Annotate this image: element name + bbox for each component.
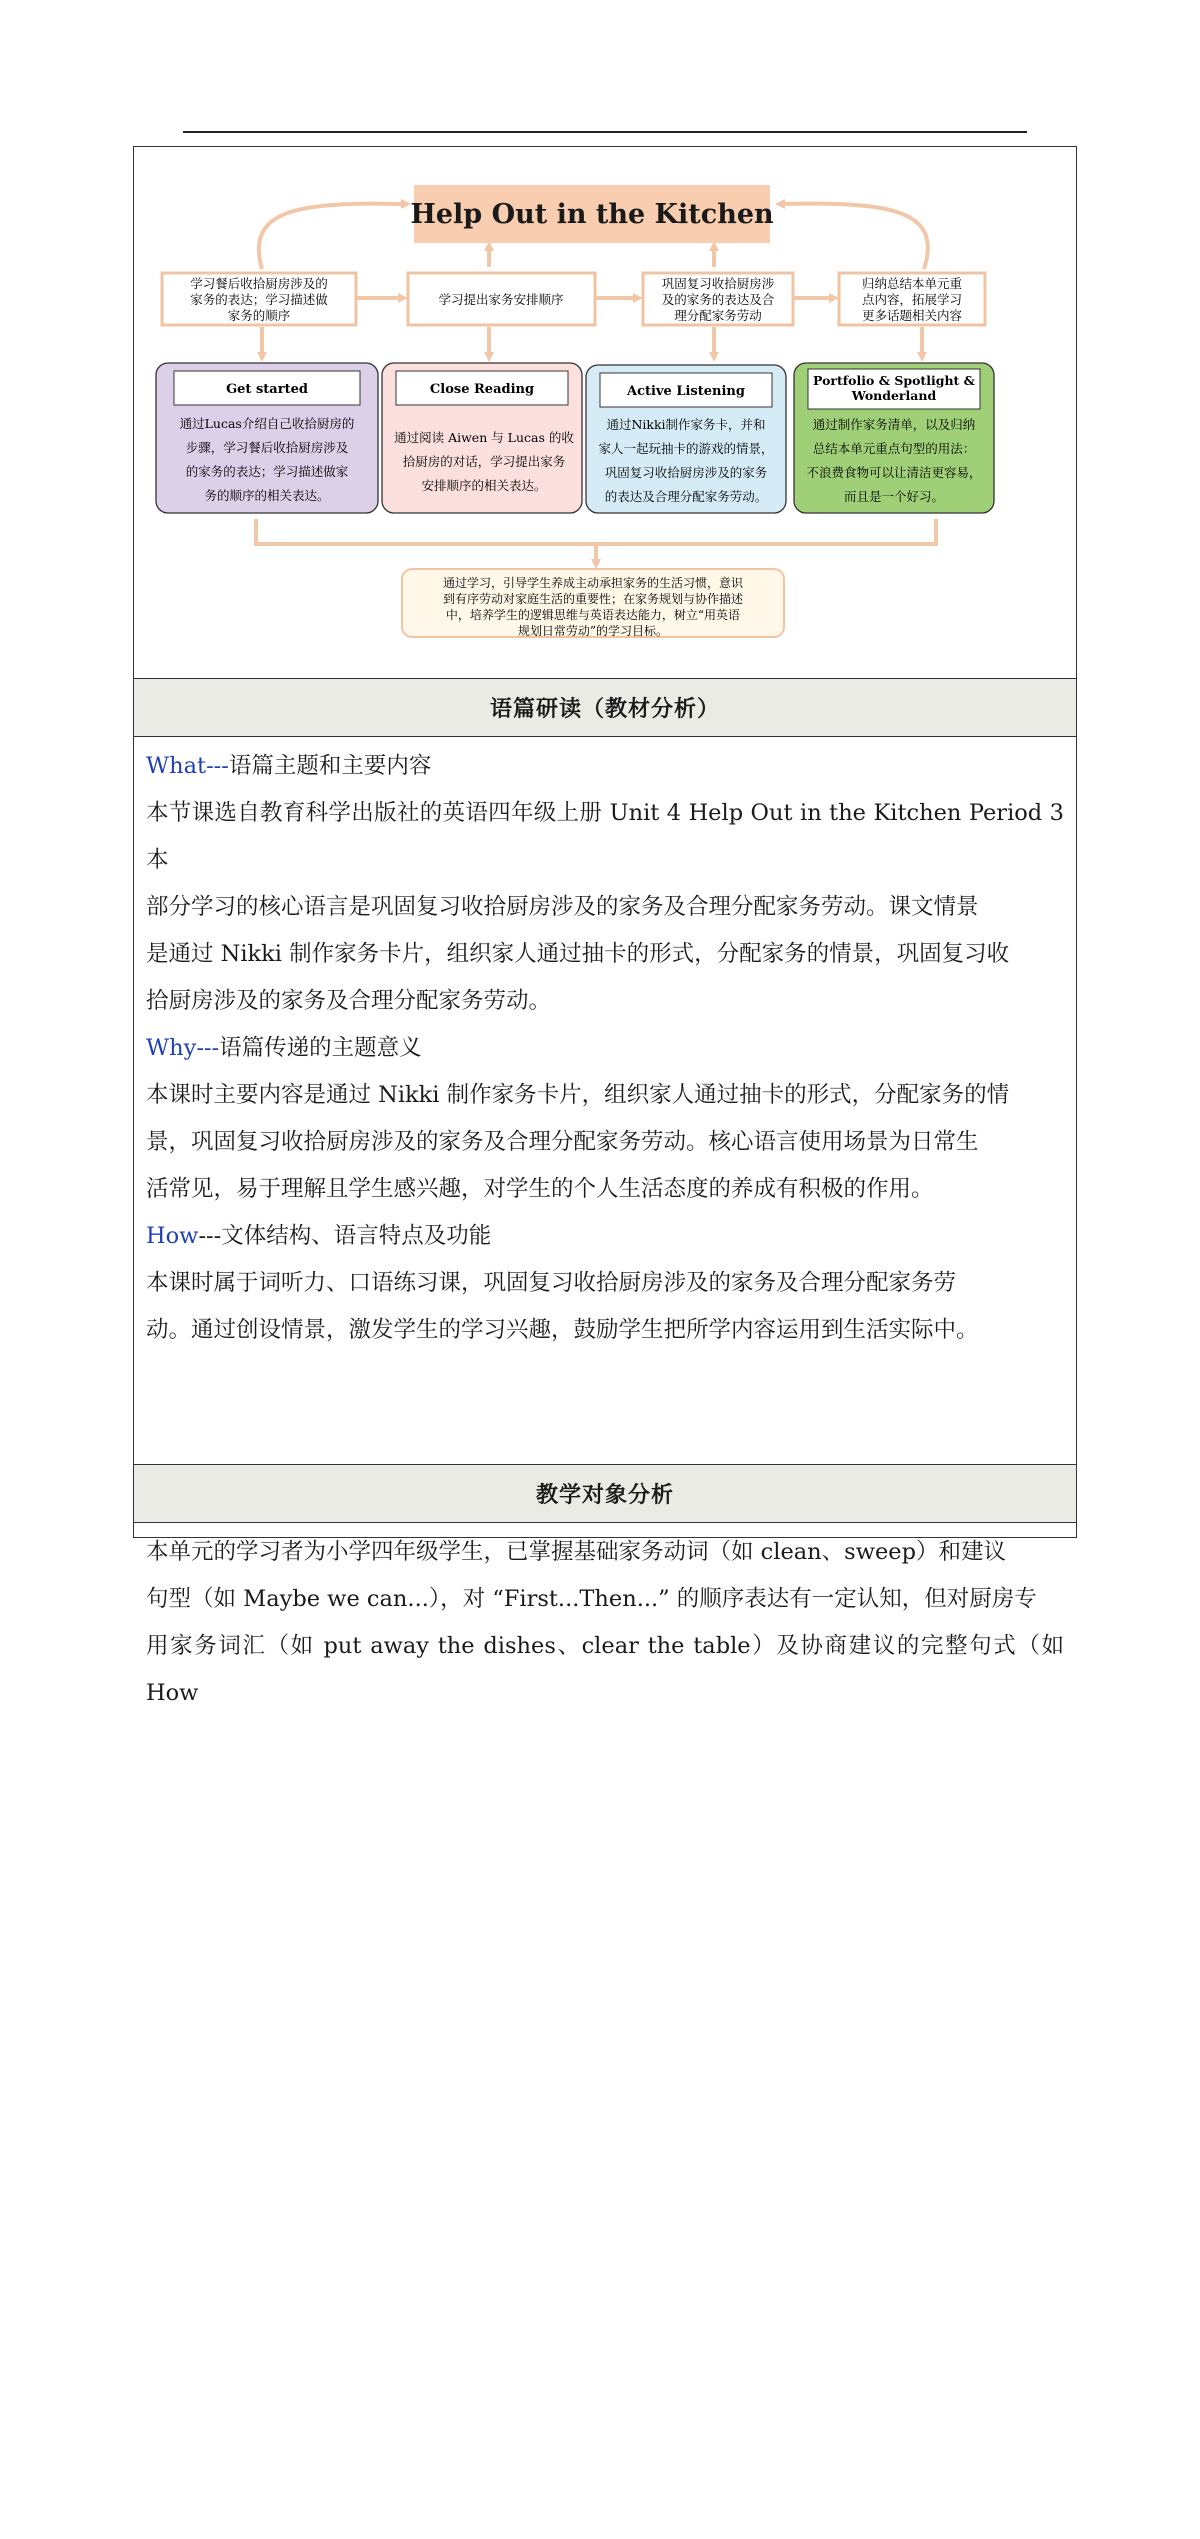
stage-3-line-1: 通过Nikki制作家务卡，并和: [606, 417, 766, 432]
learner-line-2: 句型（如 Maybe we can...），对 “First...Then...” 的顺序表达有一定认知，但对厨房专: [146, 1586, 1037, 1612]
what-label-zh: 语篇主题和主要内容: [228, 753, 432, 779]
summary-box: [402, 569, 784, 638]
learner-analysis-body: [134, 1523, 1076, 2539]
why-line-3: 活常见，易于理解且学生感兴趣，对学生的个人生活态度的养成有积极的作用。: [146, 1176, 934, 1202]
why-label: [146, 1025, 1064, 1072]
how-label: [146, 1213, 1064, 1260]
why-line-1: 本课时主要内容是通过 Nikki 制作家务卡片，组织家人通过抽卡的形式，分配家务的情: [146, 1082, 1010, 1108]
stage-1-line-1: 通过Lucas介绍自己收拾厨房的: [179, 416, 355, 431]
what-label: [146, 743, 1064, 790]
how-label-zh: ---文体结构、语言特点及功能: [198, 1223, 492, 1249]
stage-4-name-line-2: Wonderland: [851, 388, 937, 403]
stage-get-started: [156, 363, 378, 513]
stage-3-name: Active Listening: [627, 384, 745, 399]
text-analysis-body: [134, 737, 1076, 1465]
stage-2-line-1: 通过阅读 Aiwen 与 Lucas 的收: [394, 430, 574, 445]
lesson-plan-table: [133, 146, 1077, 1706]
goal-1-line-1: 学习餐后收拾厨房涉及的: [190, 276, 328, 291]
stage-3-line-4: 的表达及合理分配家务劳动。: [604, 489, 768, 504]
goal-2-line-1: 学习提出家务安排顺序: [438, 292, 564, 307]
stage-4-line-1: 通过制作家务清单，以及归纳: [812, 417, 976, 432]
what-line-2: 部分学习的核心语言是巩固复习收拾厨房涉及的家务及合理分配家务劳动。课文情景: [146, 894, 979, 920]
section-heading-text-analysis: 语篇研读（教材分析）: [134, 679, 1076, 737]
goal-4-line-3: 更多话题相关内容: [861, 308, 963, 323]
goal-box-1: [162, 273, 356, 325]
what-line-4: 拾厨房涉及的家务及合理分配家务劳动。: [146, 988, 552, 1014]
stage-1-name: Get started: [226, 382, 308, 397]
stage-2-line-3: 安排顺序的相关表达。: [421, 478, 547, 493]
goal-4-line-2: 点内容，拓展学习: [861, 292, 963, 307]
goal-4-line-1: 归纳总结本单元重: [861, 276, 963, 291]
stage-1-line-4: 务的顺序的相关表达。: [204, 488, 330, 503]
stage-4-line-3: 不浪费食物可以让清洁更容易，: [806, 465, 982, 480]
what-line-1: 本节课选自教育科学出版社的英语四年级上册 Unit 4 Help Out in the Kitchen Period 3 本: [146, 800, 1064, 873]
summary-line-3: 中，培养学生的逻辑思维与英语表达能力，树立“用英语: [445, 608, 741, 622]
unit-overview-diagram-cell: [134, 147, 1076, 679]
stage-active-listening: [586, 365, 786, 513]
goal-box-4: [839, 273, 985, 325]
how-line-1: 本课时属于词听力、口语练习课，巩固复习收拾厨房涉及的家务及合理分配家务劳: [146, 1270, 957, 1296]
summary-line-4: 规划日常劳动”的学习目标。: [517, 624, 669, 638]
stage-portfolio-spotlight-wonderland: [794, 363, 994, 513]
goal-box-3: [643, 273, 793, 325]
header-rule: [183, 131, 1027, 133]
stage-1-line-2: 步骤，学习餐后收拾厨房涉及: [185, 440, 349, 455]
why-label-en: Why---: [146, 1035, 220, 1061]
goal-1-line-3: 家务的顺序: [227, 308, 291, 323]
what-line-3: 是通过 Nikki 制作家务卡片，组织家人通过抽卡的形式，分配家务的情景，巩固复习收: [146, 941, 1010, 967]
stage-3-line-2: 家人一起玩抽卡的游戏的情景，: [598, 441, 774, 456]
goal-1-line-2: 家务的表达；学习描述做: [190, 292, 328, 307]
summary-line-2: 到有序劳动对家庭生活的重要性；在家务规划与协作描述: [442, 592, 744, 606]
goal-3-line-1: 巩固复习收拾厨房涉: [661, 276, 775, 291]
stage-4-line-2: 总结本单元重点句型的用法：: [812, 441, 976, 456]
how-label-en: How: [146, 1223, 199, 1249]
stage-2-name: Close Reading: [429, 382, 535, 397]
stage-4-name-line-1: Portfolio & Spotlight &: [813, 373, 975, 388]
section-heading-learner-analysis: 教学对象分析: [134, 1465, 1076, 1523]
stage-close-reading: [382, 363, 582, 513]
learner-line-3: 用家务词汇（如 put away the dishes、clear the table）及协商建议的完整句式（如 How: [146, 1633, 1064, 1706]
stage-2-line-2: 拾厨房的对话，学习提出家务: [402, 454, 566, 469]
learner-line-1: 本单元的学习者为小学四年级学生，已掌握基础家务动词（如 clean、sweep）和建议: [146, 1539, 1007, 1565]
stage-3-line-3: 巩固复习收拾厨房涉及的家务: [604, 465, 768, 480]
goal-3-line-3: 理分配家务劳动: [674, 308, 762, 323]
why-line-2: 景，巩固复习收拾厨房涉及的家务及合理分配家务劳动。核心语言使用场景为日常生: [146, 1129, 979, 1155]
why-label-zh: 语篇传递的主题意义: [219, 1035, 422, 1061]
diagram-title: Help Out in the Kitchen: [410, 199, 774, 230]
stage-1-line-3: 的家务的表达；学习描述做家: [185, 464, 349, 479]
goal-3-line-2: 及的家务的表达及合: [661, 292, 775, 307]
stage-4-line-4: 而且是一个好习。: [843, 489, 945, 504]
unit-overview-diagram: [134, 147, 1075, 677]
what-label-en: What---: [146, 753, 229, 779]
how-line-2: 动。通过创设情景，激发学生的学习兴趣，鼓励学生把所学内容运用到生活实际中。: [146, 1317, 979, 1343]
summary-line-1: 通过学习，引导学生养成主动承担家务的生活习惯，意识: [442, 576, 744, 590]
goal-box-2: [408, 273, 595, 325]
